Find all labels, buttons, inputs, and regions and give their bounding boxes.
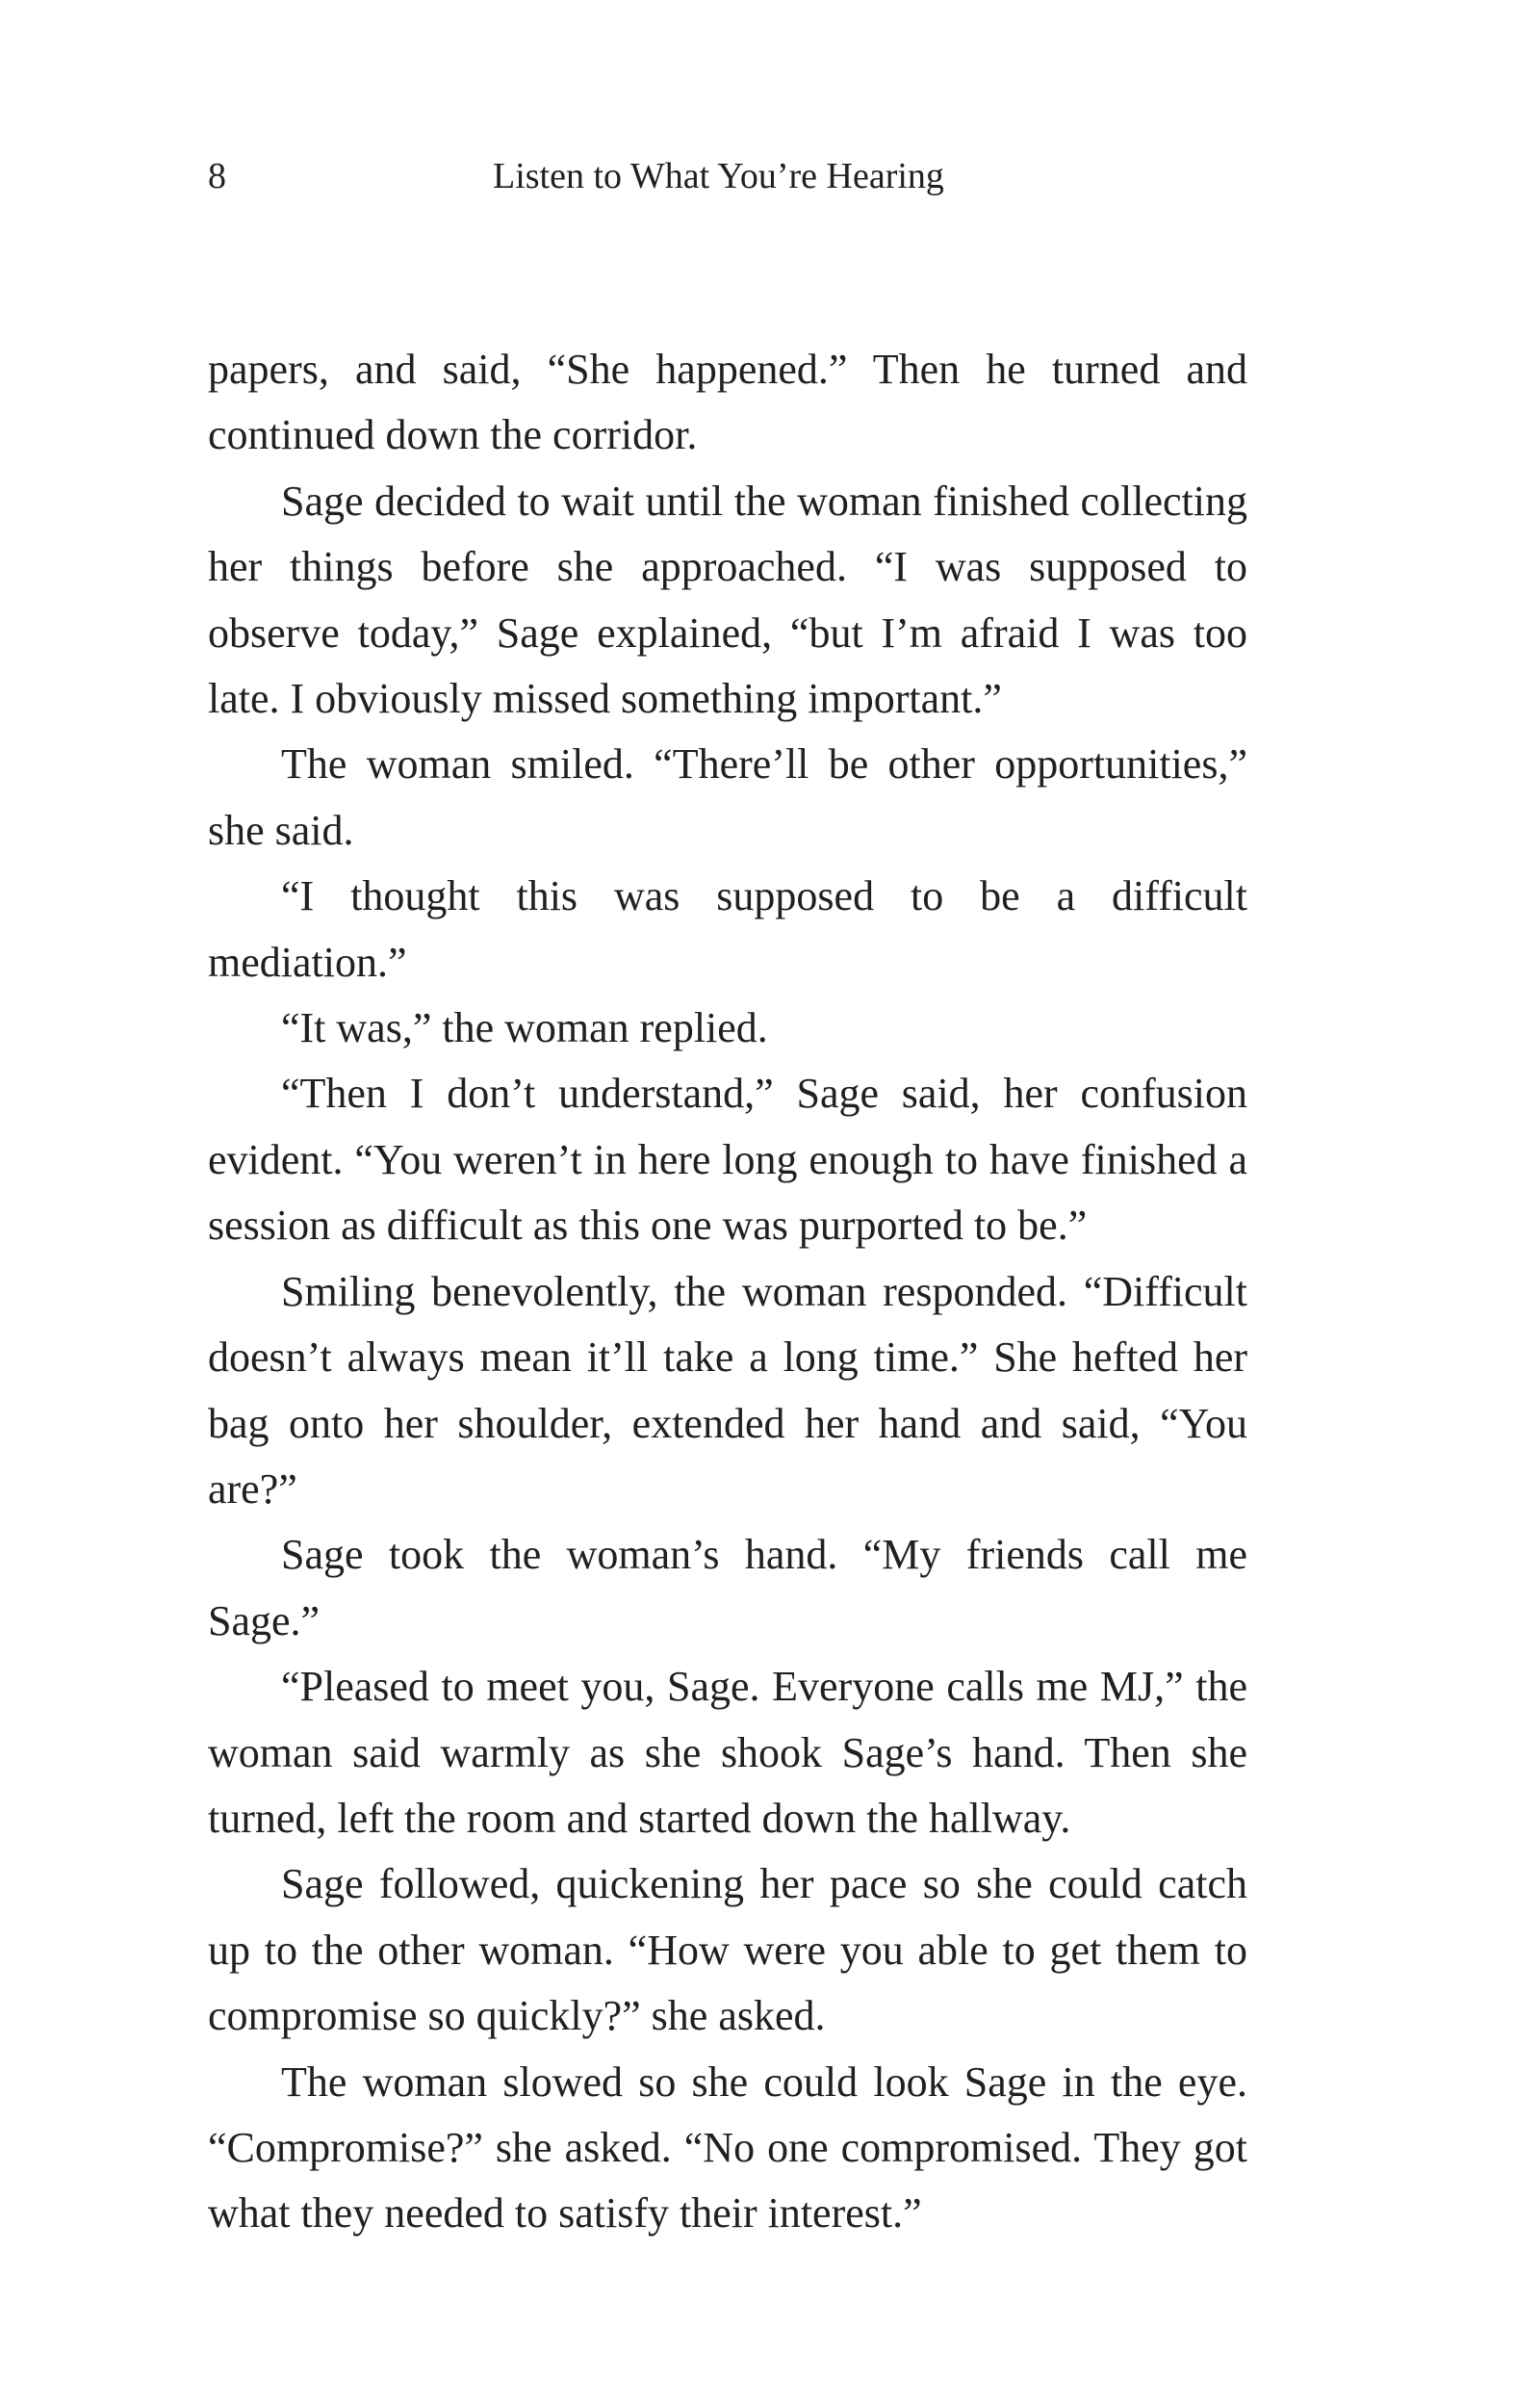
paragraph: Sage took the woman’s hand. “My friends call me Sage.”	[208, 1531, 1247, 1644]
body-text	[208, 337, 1247, 2247]
page-number: 8	[208, 156, 226, 196]
paragraph: “It was,” the woman replied.	[281, 1004, 768, 1052]
running-title: Listen to What You’re Hearing	[493, 156, 944, 196]
paragraph: “I thought this was supposed to be a difficult mediation.”	[208, 872, 1247, 986]
paragraph: Smiling benevolently, the woman responded. “Difficult doesn’t always mean it’ll take a long time.” She hefted her bag onto her shoulder, extended her hand and said, “You are?”	[208, 1267, 1247, 1513]
paragraph: “Then I don’t understand,” Sage said, her confusion evident. “You weren’t in here long enough to have finished a session as difficult as this one was purported to be.”	[208, 1070, 1247, 1250]
running-head	[208, 152, 1247, 200]
paragraph-continued: papers, and said, “She happened.” Then he turned and continued down the corridor.	[208, 346, 1247, 459]
paragraph: The woman smiled. “There’ll be other opportunities,” she said.	[208, 740, 1247, 854]
paragraph: “Pleased to meet you, Sage. Everyone calls me MJ,” the woman said warmly as she shook Sage’s hand. Then she turned, left the room and started down the hallway.	[208, 1663, 1247, 1842]
paragraph: The woman slowed so she could look Sage in the eye. “Compromise?” she asked. “No one compromised. They got what they needed to satisfy their interest.”	[208, 2057, 1247, 2238]
paragraph: Sage followed, quickening her pace so she could catch up to the other woman. “How were you able to get them to compromise so quickly?” she asked.	[208, 1860, 1247, 2040]
paragraph: Sage decided to wait until the woman finished collecting her things before she approached. “I was supposed to observe today,” Sage explained, “but I’m afraid I was too late. I obviously missed something important.”	[208, 477, 1247, 723]
